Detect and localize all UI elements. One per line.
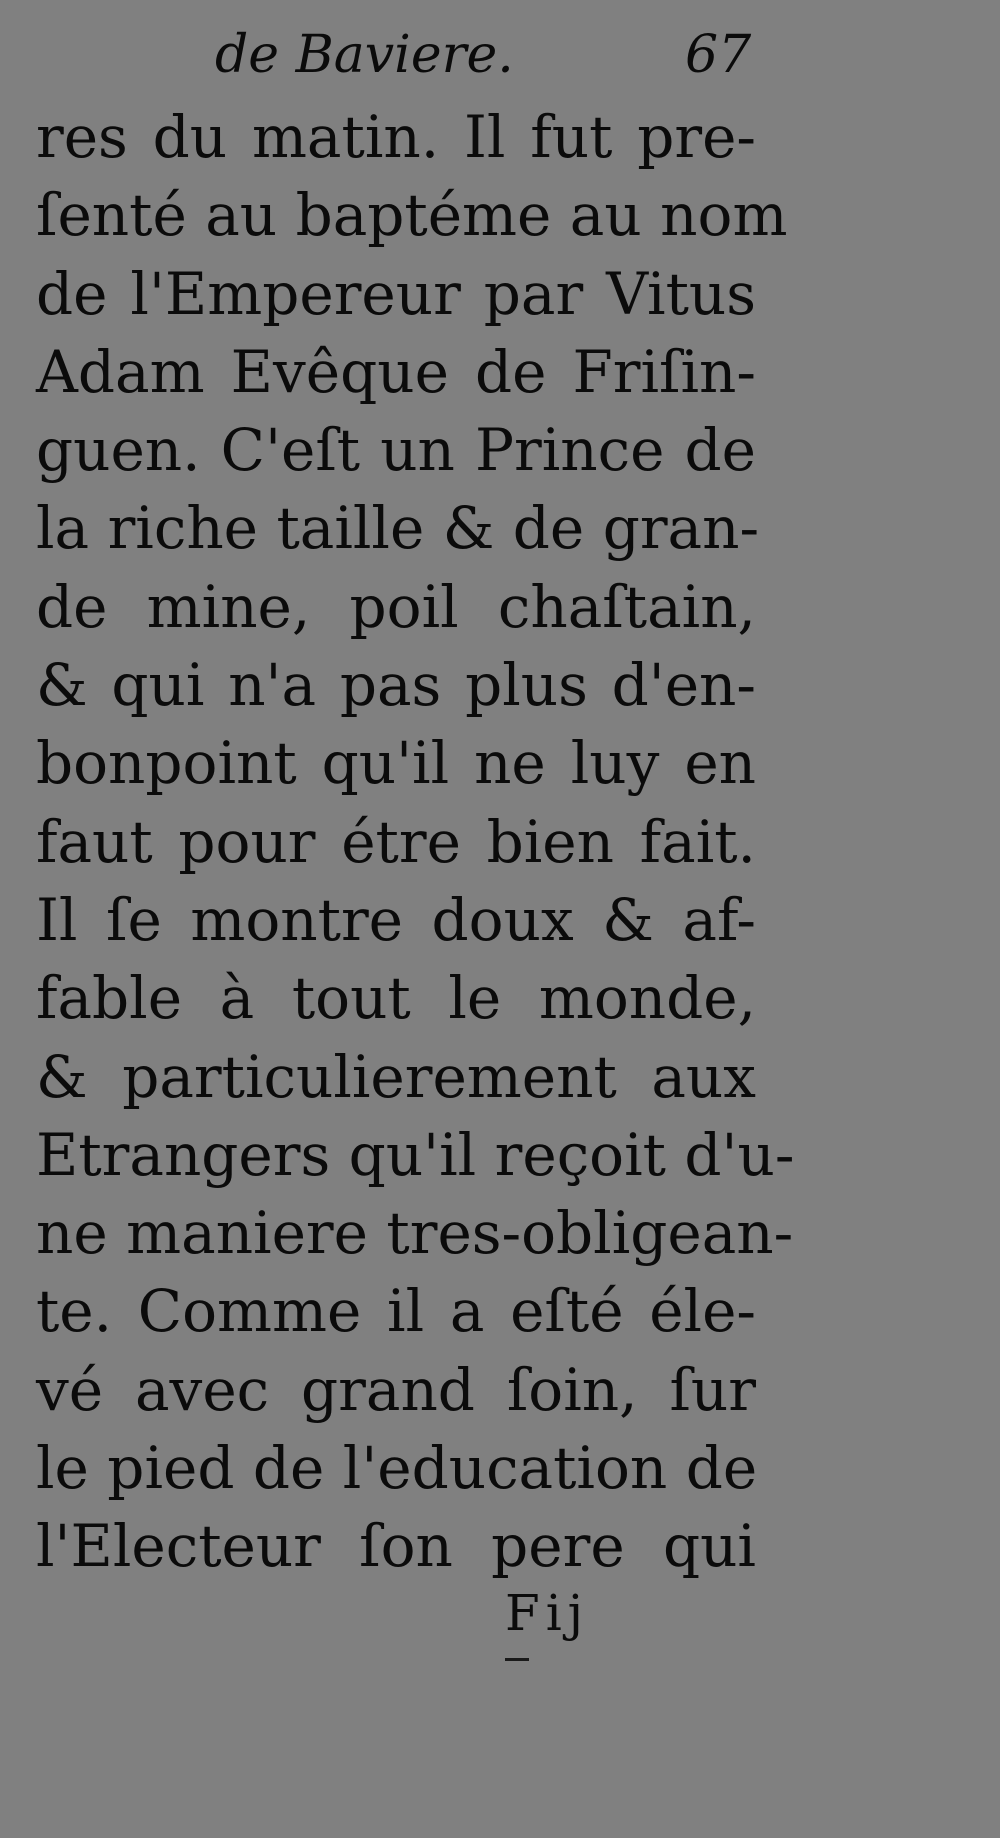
text-line: vé avec grand ſoin, ſur: [36, 1355, 756, 1424]
text-line: faut pour étre bien fait.: [36, 807, 756, 876]
text-line: le pied de l'education de: [36, 1434, 758, 1503]
text-line: ſenté au baptéme au nom: [36, 181, 788, 250]
page-number: 67: [685, 25, 752, 85]
text-line: te. Comme il a eſté éle-: [36, 1277, 756, 1346]
text-line: l'Electeur ſon pere qui: [36, 1512, 756, 1581]
body-text: [36, 98, 795, 1586]
signature-mark: Fij: [505, 1584, 590, 1642]
text-line: guen. C'eſt un Prince de: [36, 416, 756, 485]
text-line: de l'Empereur par Vitus: [36, 259, 756, 328]
running-title: de Baviere.: [215, 25, 514, 85]
text-line: Etrangers qu'il reçoit d'u-: [36, 1120, 795, 1189]
text-line: Adam Evêque de Friſin-: [36, 337, 756, 406]
text-line: & particulierement aux: [36, 1042, 756, 1111]
text-line: & qui n'a pas plus d'en-: [36, 651, 756, 720]
text-line: fable à tout le monde,: [36, 964, 756, 1033]
text-line: Il ſe montre doux & af-: [36, 885, 756, 954]
text-line: la riche taille & de gran-: [36, 494, 760, 563]
text-line: res du matin. Il fut pre-: [36, 103, 756, 171]
text-line: bonpoint qu'il ne luy en: [36, 729, 756, 798]
text-line: ne maniere tres-obligean-: [36, 1199, 794, 1268]
text-line: de mine, poil chaſtain,: [36, 572, 756, 641]
signature-underline: [505, 1658, 529, 1661]
